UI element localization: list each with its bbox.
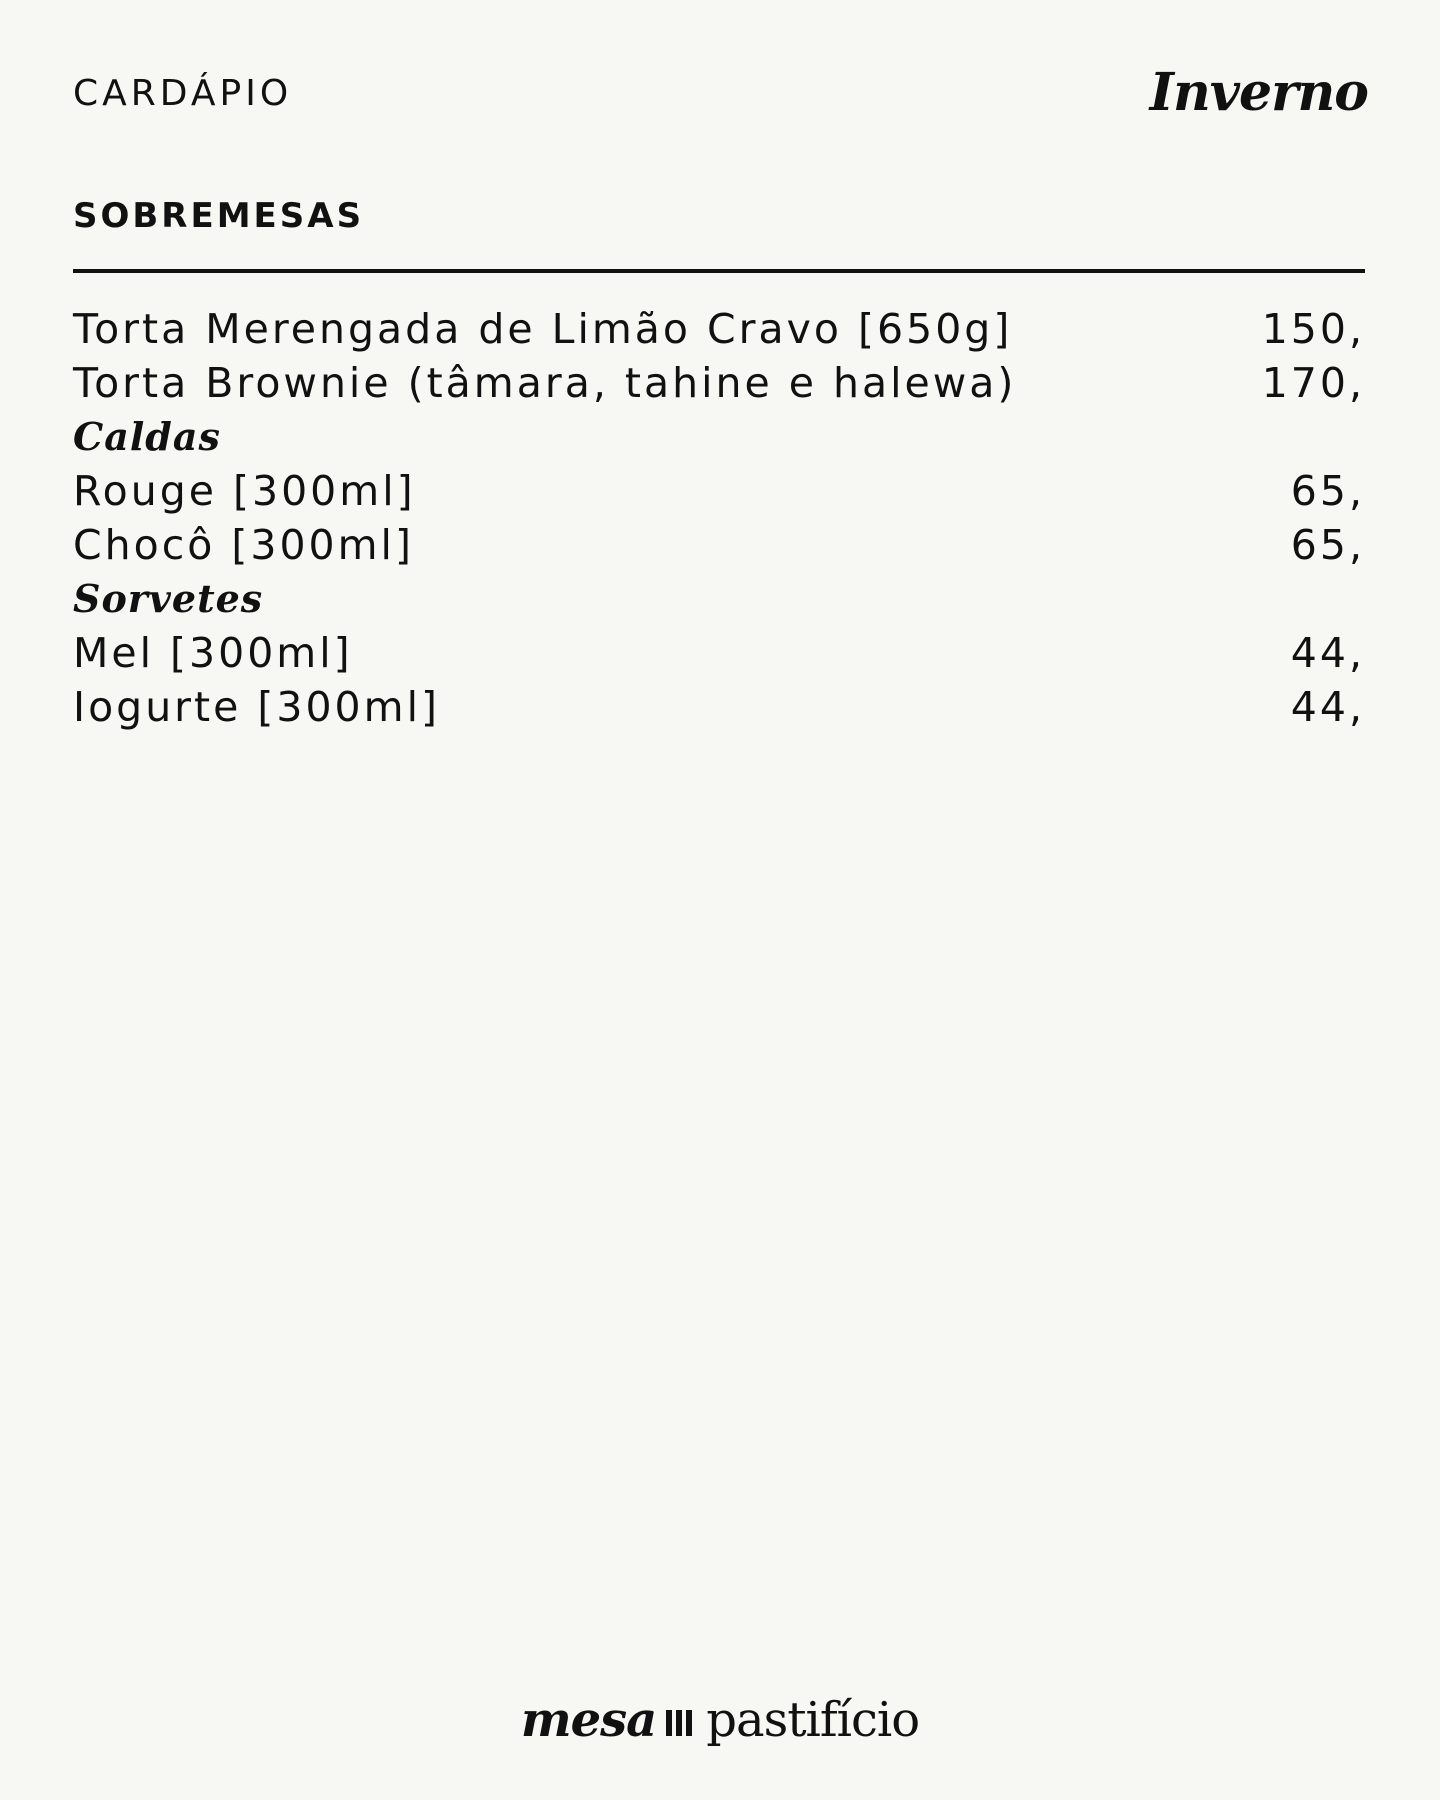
subheading-sorvetes: Sorvetes (73, 576, 264, 621)
season-title: Inverno (1149, 62, 1368, 123)
menu-item (73, 626, 1365, 680)
brand-logo (0, 1690, 1440, 1766)
item-price: 150, (1261, 305, 1365, 353)
subheading-caldas: Caldas (73, 414, 221, 459)
menu-list (73, 302, 1365, 734)
menu-item (73, 518, 1365, 572)
menu-item (73, 464, 1365, 518)
item-name: Torta Brownie (tâmara, tahine e halewa) (73, 359, 1017, 407)
menu-label: CARDÁPIO (73, 73, 293, 114)
item-name: Rouge [300ml] (73, 467, 416, 515)
section-title: SOBREMESAS (73, 196, 365, 236)
menu-item (73, 680, 1365, 734)
item-price: 65, (1290, 521, 1365, 569)
item-price: 65, (1290, 467, 1365, 515)
item-name: Iogurte [300ml] (73, 683, 440, 731)
logo-mesa-text: mesa (520, 1692, 657, 1748)
item-price: 170, (1261, 359, 1365, 407)
item-price: 44, (1290, 629, 1365, 677)
logo-pastificio-text: pastifício (706, 1692, 920, 1748)
menu-item (73, 302, 1365, 356)
menu-item (73, 356, 1365, 410)
item-price: 44, (1290, 683, 1365, 731)
item-name: Torta Merengada de Limão Cravo [650g] (73, 305, 1013, 353)
item-name: Chocô [300ml] (73, 521, 414, 569)
section-divider (73, 269, 1365, 273)
item-name: Mel [300ml] (73, 629, 353, 677)
logo-bars-icon (666, 1706, 696, 1766)
